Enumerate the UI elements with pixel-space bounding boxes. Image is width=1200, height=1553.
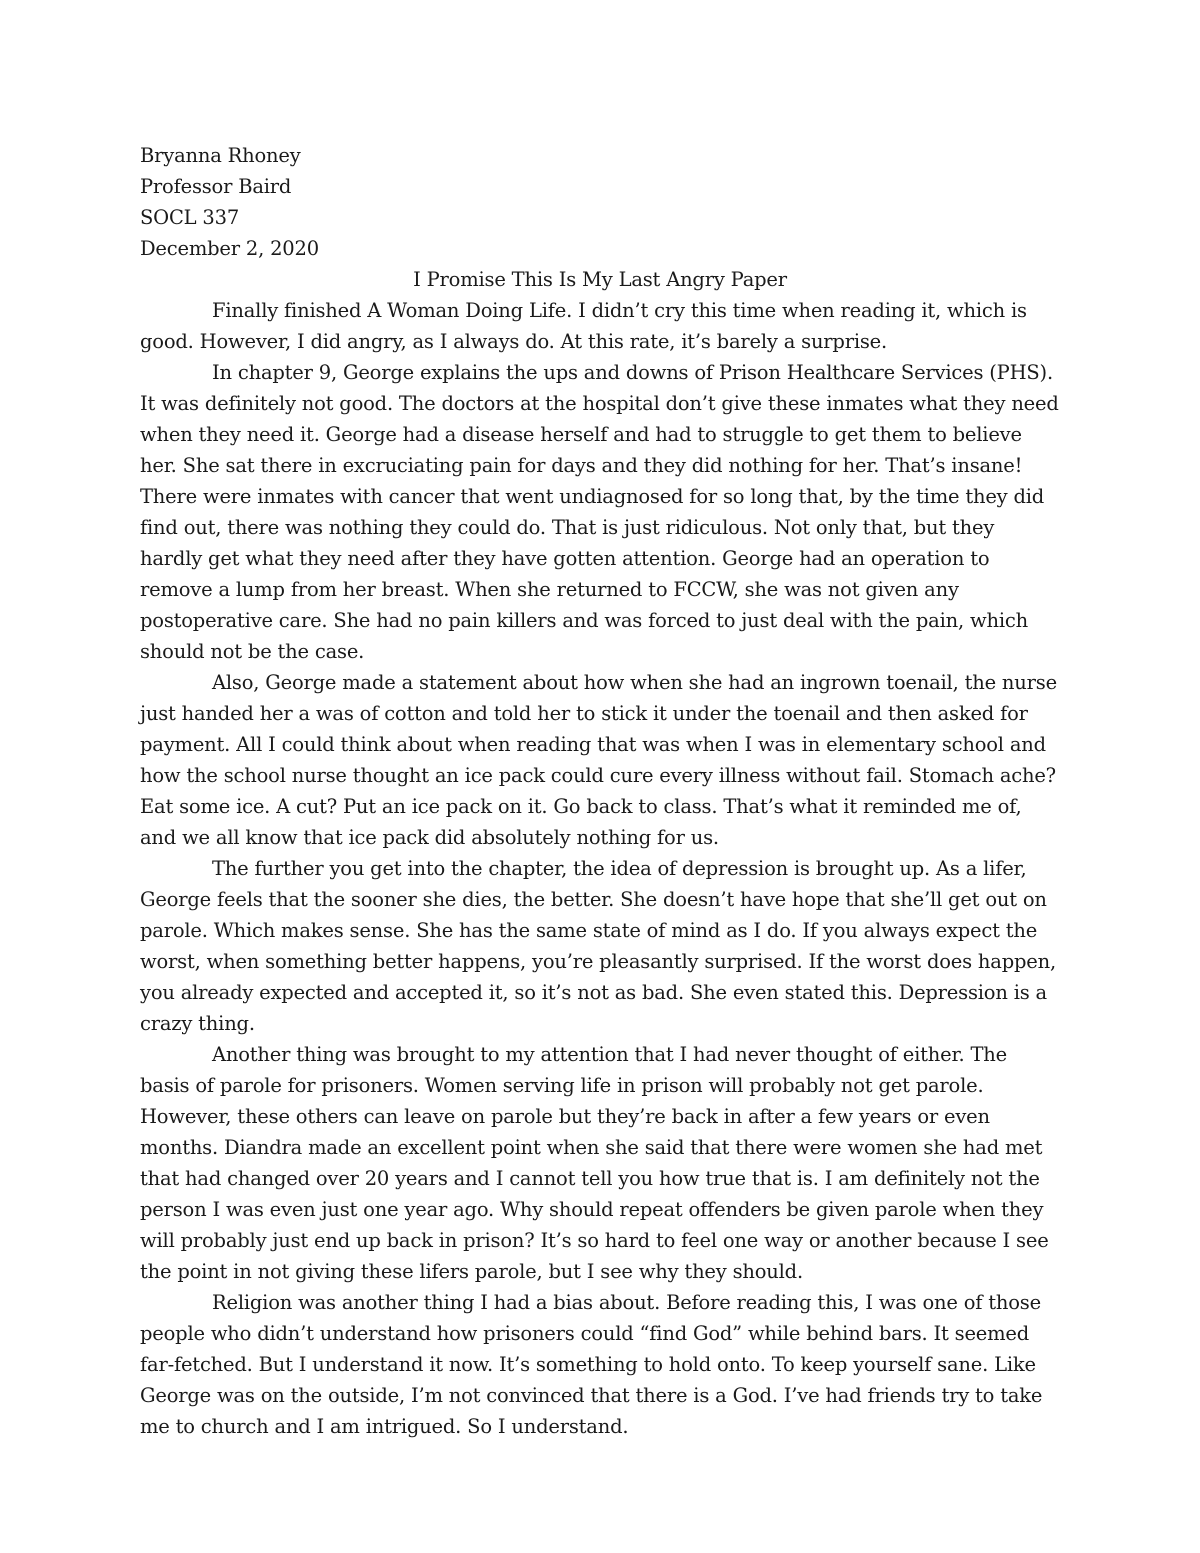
course-code: SOCL 337 (140, 206, 240, 229)
paragraph-4: The further you get into the chapter, the idea of depression is brought up. As a lifer, George feels that the sooner she dies, the better. She doesn’t have hope that she’ll get out on parole. Which makes sense. She has the same state of mind as I do. If you always expect the worst, when something better happens, you’re pleasantly surprised. If the worst does happen, you already expected and accepted it, so it’s not as bad. She even stated this. Depression is a crazy thing. (140, 857, 1056, 1035)
paragraph-6: Religion was another thing I had a bias about. Before reading this, I was one of those people who didn’t understand how prisoners could “find God” while behind bars. It seemed far-fetched. But I understand it now. It’s something to hold onto. To keep yourself sane. Like George was on the outside, I’m not convinced that there is a God. I’ve had friends try to take me to church and I am intrigued. So I understand. (140, 1291, 1043, 1438)
professor-name: Professor Baird (140, 175, 292, 198)
paragraph-1: Finally finished A Woman Doing Life. I didn’t cry this time when reading it, which is good. However, I did angry, as I always do. At this rate, it’s barely a surprise. (140, 299, 1027, 353)
paper-date: December 2, 2020 (140, 237, 319, 260)
paragraph-3: Also, George made a statement about how when she had an ingrown toenail, the nurse just handed her a was of cotton and told her to stick it under the toenail and then asked for payment. All I could think about when reading that was when I was in elementary school and how the school nurse thought an ice pack could cure every illness without fail. Stomach ache? Eat some ice. A cut? Put an ice pack on it. Go back to class. That’s what it reminded me of, and we all know that ice pack did absolutely nothing for us. (140, 671, 1057, 849)
paper-title: I Promise This Is My Last Angry Paper (413, 268, 787, 291)
paragraph-5: Another thing was brought to my attention that I had never thought of either. The basis of parole for prisoners. Women serving life in prison will probably not get parole. However, these others can leave on parole but they’re back in after a few years or even months. Diandra made an excellent point when she said that there were women she had met that had changed over 20 years and I cannot tell you how true that is. I am definitely not the person I was even just one year ago. Why should repeat offenders be given parole when they will probably just end up back in prison? It’s so hard to feel one way or another because I see the point in not giving these lifers parole, but I see why they should. (140, 1043, 1049, 1283)
paragraph-2: In chapter 9, George explains the ups and downs of Prison Healthcare Services (PHS). It was definitely not good. The doctors at the hospital don’t give these inmates what they need when they need it. George had a disease herself and had to struggle to get them to believe her. She sat there in excruciating pain for days and they did nothing for her. That’s insane! There were inmates with cancer that went undiagnosed for so long that, by the time they did find out, there was nothing they could do. That is just ridiculous. Not only that, but they hardly get what they need after they have gotten attention. George had an operation to remove a lump from her breast. When she returned to FCCW, she was not given any postoperative care. She had no pain killers and was forced to just deal with the pain, which should not be the case. (140, 361, 1059, 663)
essay-body (140, 140, 1060, 1442)
author-name: Bryanna Rhoney (140, 144, 301, 167)
